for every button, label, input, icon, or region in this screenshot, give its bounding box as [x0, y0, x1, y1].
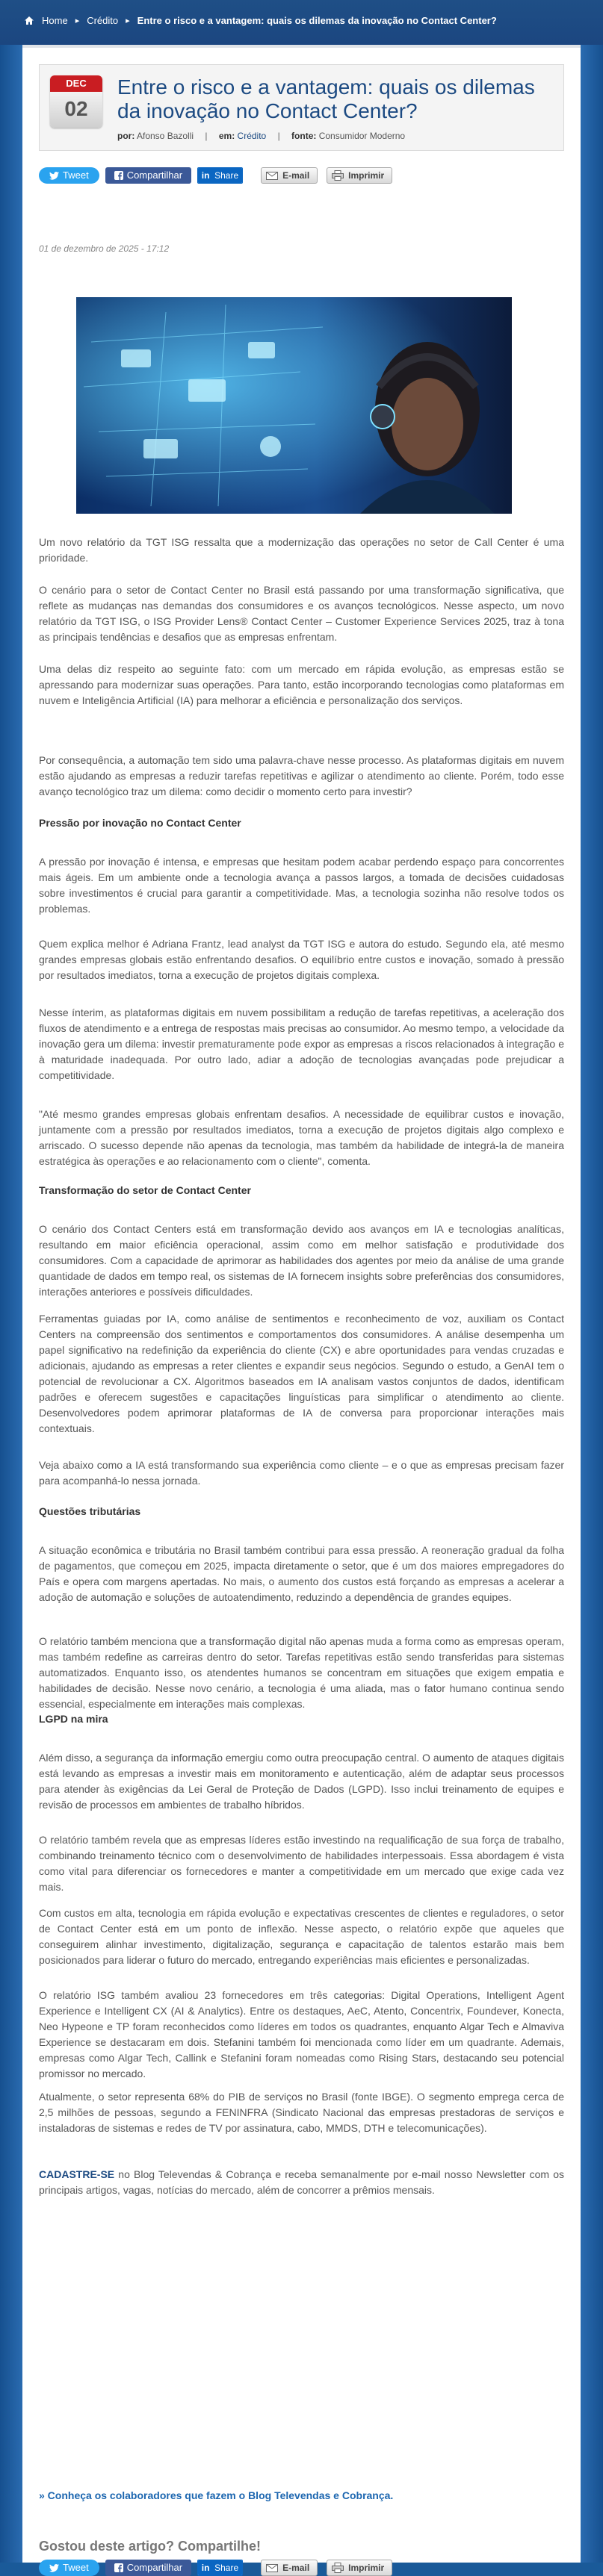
paragraph: Ferramentas guiadas por IA, como análise de sentimentos e reconhecimento de voz, auxiliam os Contact Centers na compreensão dos sentimentos e comportamentos dos consumidores. A análise desempenha um papel significativo na redefinição da experiência do cliente (CX) e abre oportunidades para vendas cruzadas e adicionais, ajudando as empresas a reter clientes e expandir seus negócios. Segundo o estudo, a GenAI tem o potencial de revolucionar a CX. Algoritmos baseados em IA analisam vastos conjuntos de dados, identificam padrões e oferecem sugestões e capacitações linguísticas para simplificar o atendimento ao cliente. Desenvolvedores podem aprimorar plataformas de IA de conversa para proporcionar interações mais contextuais. [39, 1313, 564, 1434]
paragraph: Um novo relatório da TGT ISG ressalta que a modernização das operações no setor de Call Center é uma prioridade. [39, 536, 564, 564]
category-link[interactable]: Crédito [237, 131, 267, 141]
share-bar-bottom [39, 2560, 392, 2576]
author-name: Afonso Bazolli [137, 131, 194, 141]
facebook-label: Compartilhar [126, 169, 183, 181]
hero-illustration [76, 297, 512, 514]
date-day: 02 [50, 92, 102, 128]
email-label: E-mail [282, 170, 310, 181]
paragraph: A pressão por inovação é intensa, e empresas que hesitam podem acabar perdendo espaço para concorrentes mais ágeis. Em um ambiente onde a tecnologia avança a passos largos, a tomada de decisões cuidadosas sobre investimentos é crucial para garantir a competitividade. Mas, a tecnologia sozinha não resolve todos os problemas. [39, 856, 564, 915]
section-heading: LGPD na mira [39, 1713, 108, 1725]
chevron-right-icon: ▸ [75, 16, 80, 25]
facebook-icon [114, 2563, 123, 2572]
breadcrumb-section[interactable]: Crédito [87, 15, 119, 26]
left-background [0, 45, 22, 2563]
linkedin-icon: in [198, 168, 213, 183]
paragraph: Com custos em alta, tecnologia em rápida evolução e expectativas crescentes de clientes e reguladores, o setor de Contact Center está em um ponto de inflexão. Nesse aspecto, o relatório expõe que aqueles que conseguirem alinhar investimento, digitalização, segurança e capacitação de talentos estarão mais bem posicionados para liderar o futuro do mercado, entregando experiências mais eficientes e personalizadas. [39, 1907, 564, 1966]
breadcrumb [24, 15, 497, 26]
linkedin-share-button[interactable] [197, 167, 243, 184]
paragraph: "Até mesmo grandes empresas globais enfrentam desafios. A necessidade de equilibrar custos e inovação, juntamente com a pressão por resultados imediatos, torna a execução de projetos digitais algo complexo e arriscado. O sucesso depende não apenas da tecnologia, mas também da habilidade de integrá-la de maneira estratégica às operações e ao relacionamento com o cliente", comenta. [39, 1108, 564, 1167]
facebook-label: Compartilhar [126, 2562, 183, 2573]
paragraph: Uma delas diz respeito ao seguinte fato: com um mercado em rápida evolução, as empresas estão se apressando para modernizar suas operações. Para tanto, estão incorporando tecnologias como plataformas em nuvem e Inteligência Artificial (IA) para melhorar a eficiência e personalização dos serviços. [39, 663, 564, 706]
paragraph: O cenário dos Contact Centers está em transformação devido aos avanços em IA e tecnologias analíticas, resultando em maior eficiência operacional, assim como em melhor satisfação e produtividade dos consumidores. Com a capacidade de aprimorar as habilidades dos agentes por meio da análise de uma grande quantidade de dados em tempo real, os sistemas de IA fornecem insights sobre preferências dos consumidores, interações anteriores e possíveis dificuldades. [39, 1223, 564, 1298]
linkedin-label: Share [213, 2560, 242, 2575]
divider: | [205, 131, 208, 141]
facebook-share-button[interactable] [105, 167, 191, 184]
right-background [581, 45, 603, 2563]
author-label: por: [117, 131, 135, 141]
twitter-icon [49, 172, 59, 180]
source-name: Consumidor Moderno [318, 131, 406, 141]
article-page [22, 45, 581, 2573]
contributors-link[interactable]: » Conheça os colaboradores que fazem o Blog Televendas e Cobrança. [39, 2489, 394, 2501]
home-icon[interactable] [24, 16, 34, 25]
article-header [39, 64, 564, 151]
paragraph: Por consequência, a automação tem sido uma palavra-chave nesse processo. As plataformas digitais em nuvem estão ajudando as empresas a reduzir tarefas repetitivas e agilizar o atendimento ao cliente. Porém, todo esse avanço tecnológico traz um dilema: como decidir o momento certo para investir? [39, 754, 564, 797]
newsletter-paragraph [39, 2167, 564, 2198]
paragraph: O relatório ISG também avaliou 23 fornecedores em três categorias: Digital Operations, Intelligent Agent Experience e Intelligent CX (AI & Analytics). Entre os destaques, AeC, Atento, Concentrix, Foundever, Konecta, Neo Hypeone e TP foram reconhecidos como líderes em todos os quadrantes, enquanto Algar Tech e Almaviva Experience se destacaram em dois. Stefanini também foi mencionada como líder em um quadrante. Ademais, empresas como Algar Tech, Callink e Stefanini foram nomeadas como Rising Stars, destacando seu potencial promissor no mercado. [39, 1989, 564, 2079]
email-button[interactable] [261, 2560, 318, 2576]
print-button[interactable] [327, 167, 392, 184]
tweet-label: Tweet [63, 169, 89, 181]
paragraph: O cenário para o setor de Contact Center no Brasil está passando por uma transformação significativa, que reflete as mudanças nas demandas dos consumidores e os avanços tecnológicos. Nesse aspecto, um novo relatório da TGT ISG, o ISG Provider Lens® Contact Center – Customer Experience Services 2025, traz à tona as principais tendências e desafios que as empresas enfrentam. [39, 584, 564, 643]
breadcrumb-current: Entre o risco e a vantagem: quais os dilemas da inovação no Contact Center? [137, 15, 497, 26]
print-label: Imprimir [348, 2563, 385, 2573]
twitter-icon [49, 2564, 59, 2572]
linkedin-share-button[interactable] [197, 2560, 243, 2576]
date-badge [50, 75, 102, 128]
share-bar-top [39, 167, 392, 184]
paragraph: Veja abaixo como a IA está transformando sua experiência como cliente – e o que as empresas precisam fazer para acompanhá-lo nessa jornada. [39, 1459, 564, 1487]
breadcrumb-home[interactable]: Home [42, 15, 68, 26]
article-meta [117, 131, 405, 141]
print-label: Imprimir [348, 170, 385, 181]
divider: | [277, 131, 280, 141]
section-heading: Questões tributárias [39, 1505, 141, 1517]
cadastre-link[interactable]: CADASTRE-SE [39, 2168, 115, 2180]
category-label: em: [218, 131, 235, 141]
date-month: DEC [50, 75, 102, 92]
facebook-icon [114, 171, 123, 180]
tweet-button[interactable] [39, 167, 99, 184]
email-button[interactable] [261, 167, 318, 184]
linkedin-label: Share [213, 168, 242, 183]
paragraph: A situação econômica e tributária no Brasil também contribui para essa pressão. A reoneração gradual da folha de pagamentos, que começou em 2025, impacta diretamente o setor, que é um dos maiores empregadores do País e opera com margens apertadas. No mais, o aumento dos custos está forçando as empresas a acelerar a adoção de automação e soluções de autoatendimento, reduzindo a dependência de grandes equipes. [39, 1544, 564, 1603]
source-label: fonte: [291, 131, 317, 141]
envelope-icon [266, 172, 278, 180]
newsletter-text: no Blog Televendas & Cobrança e receba semanalmente por e-mail nosso Newsletter com os principais artigos, vagas, notícias do mercado, além de concorrer a prêmios mensais. [39, 2168, 564, 2196]
page-title: Entre o risco e a vantagem: quais os dilemas da inovação no Contact Center? [117, 75, 535, 122]
linkedin-icon: in [198, 2560, 213, 2575]
print-button[interactable] [327, 2560, 392, 2576]
section-heading: Pressão por inovação no Contact Center [39, 817, 241, 829]
paragraph: Nesse ínterim, as plataformas digitais em nuvem possibilitam a redução de tarefas repetitivas, a aceleração dos fluxos de atendimento e a entrega de respostas mais precisas ao consumidor. Ao mesmo tempo, a velocidade da inovação gera um dilema: investir prematuramente pode expor as empresas a riscos relacionados à integração e à maturidade inadequada. Por outro lado, adiar a adoção de tecnologias avançadas pode prejudicar a competitividade. [39, 1007, 564, 1081]
publish-date: 01 de dezembro de 2025 - 17:12 [39, 243, 170, 254]
share-prompt: Gostou deste artigo? Compartilhe! [39, 2539, 262, 2554]
paragraph: O relatório também menciona que a transformação digital não apenas muda a forma como as empresas operam, mas também redefine as carreiras dentro do setor. Tarefas repetitivas estão sendo transferidas para sistemas automatizados. Enquanto isso, os atendentes humanos se concentram em situações que exigem empatia e habilidades de decisão. Nesse novo cenário, a tecnologia é uma aliada, mas o fator humano continua sendo essencial, especialmente em interações mais complexas. [39, 1635, 564, 1710]
envelope-icon [266, 2564, 278, 2572]
article-hero-image [76, 297, 512, 514]
paragraph: Atualmente, o setor representa 68% do PIB de serviços no Brasil (fonte IBGE). O segmento emprega cerca de 2,5 milhões de pessoas, segundo a FENINFRA (Sindicato Nacional das empresas prestadoras de serviços e instaladoras de sistemas e redes de TV por assinatura, cabo, MMDS, DTH e telecomunicações). [39, 2091, 564, 2134]
email-label: E-mail [282, 2563, 310, 2573]
paragraph: Além disso, a segurança da informação emergiu como outra preocupação central. O aumento de ataques digitais está levando as empresas a investir mais em monitoramento e autenticação, além de adaptar seus processos para atender às exigências da Lei Geral de Proteção de Dados (LGPD). Isso inclui treinamento de equipes e revisão de processos em ambientes de trabalho híbridos. [39, 1752, 564, 1811]
printer-icon [332, 2563, 344, 2573]
facebook-share-button[interactable] [105, 2560, 191, 2576]
paragraph: O relatório também revela que as empresas líderes estão investindo na requalificação de sua força de trabalho, combinando treinamento técnico com o desenvolvimento de habilidades interpessoais. Essa abordagem é vista como vital para diferenciar os fornecedores e manter a competitividade em um mercado que exige cada vez mais. [39, 1834, 564, 1893]
section-heading: Transformação do setor de Contact Center [39, 1184, 251, 1196]
chevron-right-icon: ▸ [126, 16, 130, 25]
tweet-button[interactable] [39, 2560, 99, 2576]
printer-icon [332, 170, 344, 181]
tweet-label: Tweet [63, 2562, 89, 2573]
paragraph: Quem explica melhor é Adriana Frantz, lead analyst da TGT ISG e autora do estudo. Segundo ela, até mesmo grandes empresas globais estão enfrentando desafios. O equilíbrio entre custos e inovação, somado à pressão por resultados imediatos, torna a execução de projetos digitais complexa. [39, 938, 564, 981]
